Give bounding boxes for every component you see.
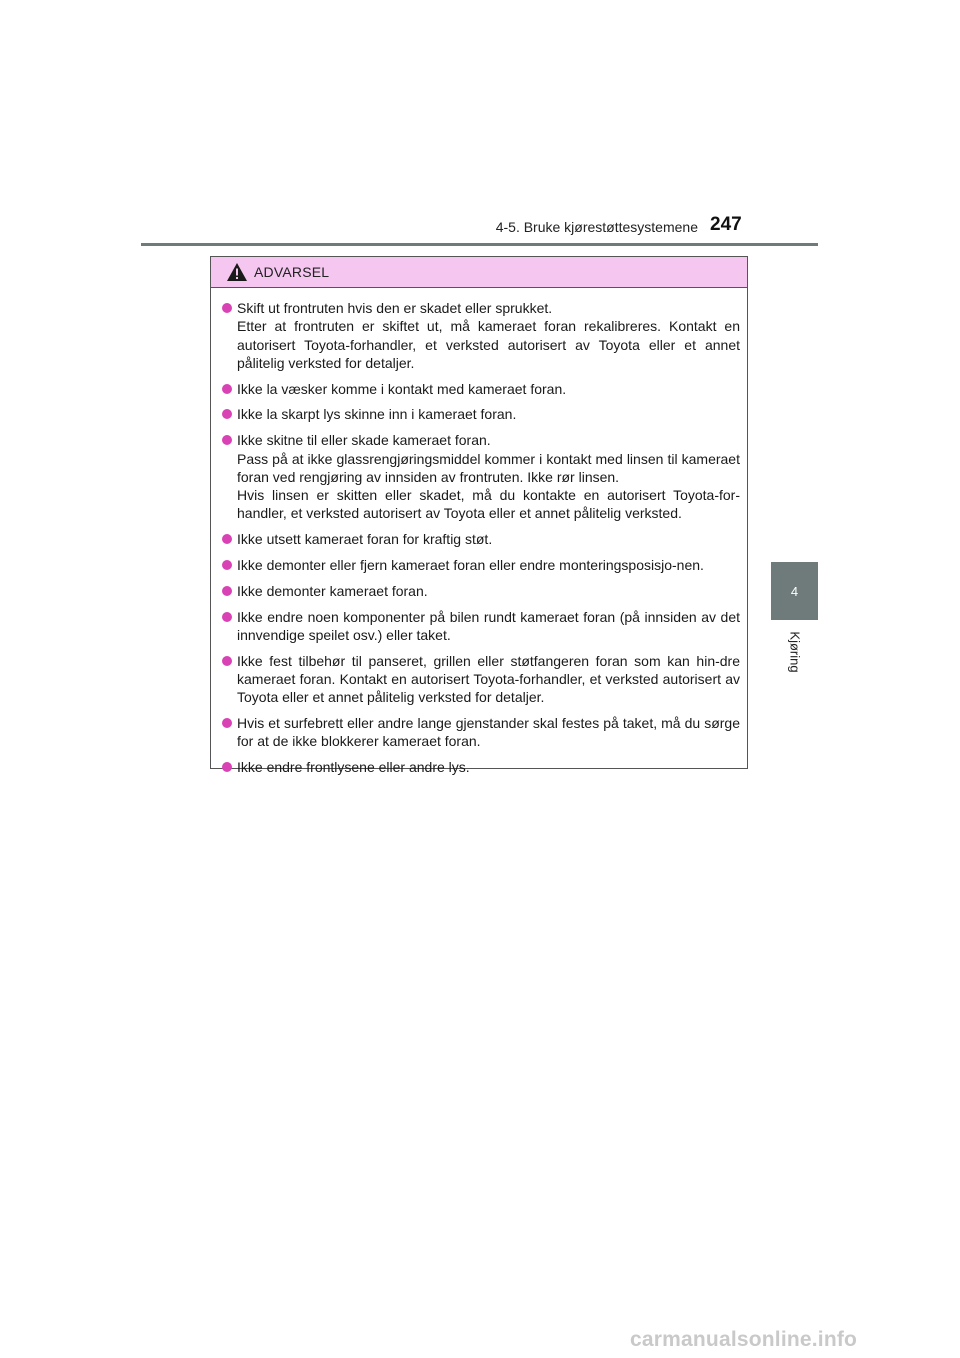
bullet-icon xyxy=(222,560,232,570)
warning-item-text xyxy=(237,431,740,522)
warning-list xyxy=(211,288,747,777)
warning-item-text xyxy=(237,530,740,548)
warning-item-text xyxy=(237,652,740,707)
bullet-icon xyxy=(222,435,232,445)
chapter-number: 4 xyxy=(790,583,799,599)
page-number: 247 xyxy=(710,214,742,235)
warning-item-text xyxy=(237,608,740,645)
warning-title: ADVARSEL xyxy=(254,264,330,280)
chapter-label: Kjøring xyxy=(787,631,803,673)
warning-paragraph: Ikke endre noen komponenter på bilen rundt kameraet foran (på innsiden av det innvendige speilet osv.) eller taket. xyxy=(237,608,740,643)
warning-item xyxy=(222,431,740,522)
warning-item xyxy=(222,299,740,372)
bullet-icon xyxy=(222,656,232,666)
warning-paragraph: Etter at frontruten er skiftet ut, må kameraet foran rekalibreres. Kontakt en autorisert Toyota-forhandler, et verksted autorisert av Toyota eller et annet pålitelig verksted for detaljer. xyxy=(237,318,740,371)
warning-paragraph: Ikke demonter kameraet foran. xyxy=(237,582,428,599)
warning-item-text xyxy=(237,714,740,751)
warning-paragraph: Ikke fest tilbehør til panseret, grillen eller støtfangeren foran som kan hin-dre kameraet foran. Kontakt en autorisert Toyota-forhandler, et verksted autorisert av Toyota eller et annet pålitelig verksted for detaljer. xyxy=(237,652,740,706)
warning-item-text xyxy=(237,556,740,574)
warning-paragraph: Hvis et surfebrett eller andre lange gjenstander skal festes på taket, må du sørge for at de ikke blokkerer kameraet foran. xyxy=(237,715,740,750)
warning-item-text xyxy=(237,582,740,600)
warning-box xyxy=(210,256,748,776)
warning-item-text xyxy=(237,299,740,372)
warning-paragraph: Ikke la væsker komme i kontakt med kameraet foran. xyxy=(237,380,567,397)
bullet-icon xyxy=(222,718,232,728)
warning-paragraph: Ikke utsett kameraet foran for kraftig støt. xyxy=(237,531,493,548)
bullet-icon xyxy=(222,303,232,313)
bullet-icon xyxy=(222,586,232,596)
warning-item-text xyxy=(237,380,740,398)
warning-item xyxy=(222,652,740,707)
warning-item xyxy=(222,582,740,600)
warning-triangle-icon xyxy=(226,262,248,282)
warning-item-text xyxy=(237,405,740,423)
bullet-icon xyxy=(222,384,232,394)
bullet-icon xyxy=(222,409,232,419)
warning-header xyxy=(211,257,747,288)
warning-paragraph: Pass på at ikke glassrengjøringsmiddel kommer i kontakt med linsen til kameraet foran ved rengjøring av innsiden av frontruten. Ikke rør linsen. xyxy=(237,450,740,485)
warning-item xyxy=(222,380,740,398)
warning-paragraph: Skift ut frontruten hvis den er skadet eller sprukket. xyxy=(237,300,553,316)
chapter-tab xyxy=(771,562,818,620)
warning-paragraph: Hvis linsen er skitten eller skadet, må du kontakte en autorisert Toyota-for-handler, et verksted autorisert av Toyota eller et annet pålitelig verksted. xyxy=(237,487,740,522)
bullet-icon xyxy=(222,762,232,772)
warning-item xyxy=(222,608,740,645)
warning-item xyxy=(222,556,740,574)
warning-paragraph: Ikke endre frontlysene eller andre lys. xyxy=(237,759,470,776)
watermark: carmanualsonline.info xyxy=(630,1328,858,1351)
warning-paragraph: Ikke demonter eller fjern kameraet foran eller endre monteringsposisjo-nen. xyxy=(237,557,704,574)
bullet-icon xyxy=(222,534,232,544)
warning-item xyxy=(222,530,740,548)
header-rule xyxy=(141,243,818,246)
warning-item-text xyxy=(237,758,740,776)
warning-paragraph: Ikke skitne til eller skade kameraet foran. xyxy=(237,432,491,449)
warning-item xyxy=(222,405,740,423)
bullet-icon xyxy=(222,612,232,622)
section-title: 4-5. Bruke kjørestøttesystemene xyxy=(495,219,698,235)
warning-paragraph: Ikke la skarpt lys skinne inn i kameraet foran. xyxy=(237,406,517,423)
warning-item xyxy=(222,758,740,776)
warning-item xyxy=(222,714,740,751)
